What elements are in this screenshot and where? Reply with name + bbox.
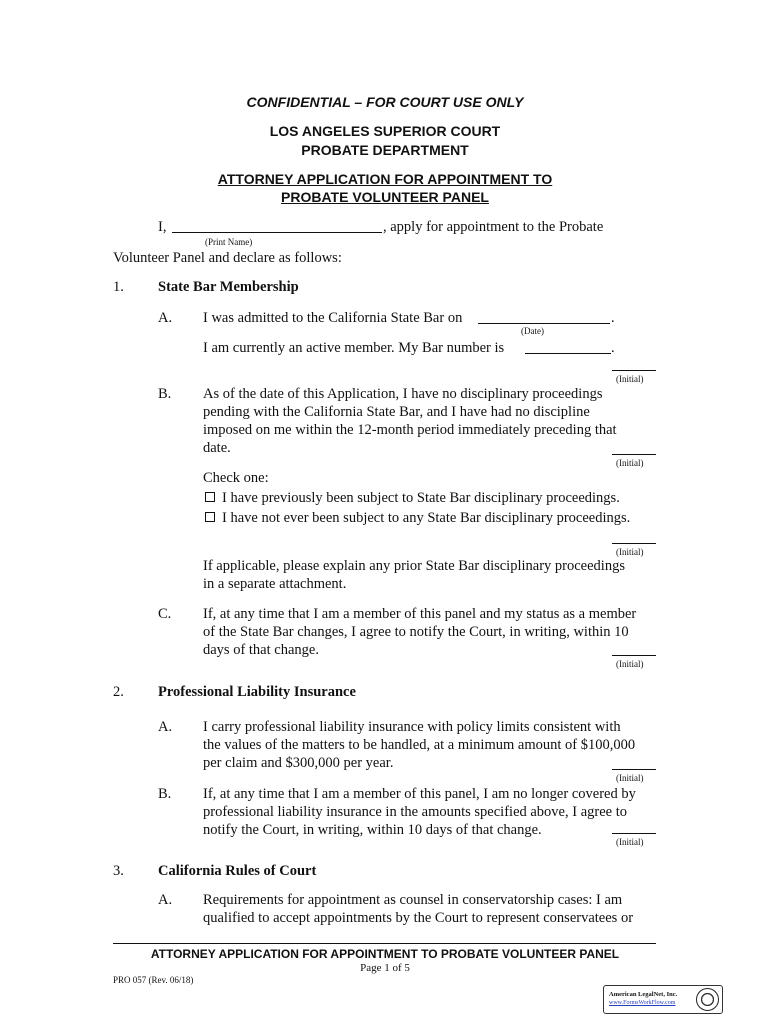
bar-number-text: I am currently an active member. My Bar number is [203, 340, 505, 356]
court-name: LOS ANGELES SUPERIOR COURT [269, 123, 501, 139]
section2-b-letter: B. [158, 786, 172, 802]
date-caption: (Date) [521, 326, 544, 336]
initial-field-1b[interactable] [612, 454, 656, 455]
check-one-label: Check one: [203, 470, 269, 486]
department-name: PROBATE DEPARTMENT [301, 142, 469, 158]
intro-suffix: , apply for appointment to the Probate [383, 219, 604, 235]
admission-period: . [611, 310, 615, 326]
initial-caption-2b: (Initial) [616, 837, 644, 847]
footer-divider [113, 943, 656, 944]
initial-caption-2a: (Initial) [616, 773, 644, 783]
initial-caption-1a: (Initial) [616, 374, 644, 384]
form-id: PRO 057 (Rev. 06/18) [113, 975, 194, 985]
section2-number: 2. [113, 684, 124, 700]
bar-number-field[interactable] [525, 353, 611, 354]
print-name-caption: (Print Name) [205, 237, 253, 247]
page-number: Page 1 of 5 [360, 962, 410, 974]
section2-b-line: professional liability insurance in the amounts specified above, I agree to [203, 804, 627, 820]
form-title-line2: PROBATE VOLUNTEER PANEL [281, 189, 489, 205]
publisher-url[interactable]: www.FormsWorkFlow.com [609, 1000, 676, 1006]
section1-heading: State Bar Membership [158, 279, 299, 295]
option-never-disciplined-label: I have not ever been subject to any State Bar disciplinary proceedings. [222, 510, 631, 526]
footer-title: ATTORNEY APPLICATION FOR APPOINTMENT TO PROBATE VOLUNTEER PANEL [150, 947, 620, 961]
intro-line2: Volunteer Panel and declare as follows: [113, 250, 342, 266]
option-previously-disciplined-label: I have previously been subject to State Bar disciplinary proceedings. [222, 490, 620, 506]
checkbox-previously-disciplined[interactable] [205, 492, 215, 502]
explain-line: If applicable, please explain any prior State Bar disciplinary proceedings [203, 558, 625, 574]
section1-b-line: pending with the California State Bar, and I have had no discipline [203, 404, 590, 420]
option-previously-disciplined[interactable] [205, 489, 620, 508]
section1-c-letter: C. [158, 606, 172, 622]
section1-c-line: If, at any time that I am a member of this panel and my status as a member [203, 606, 637, 622]
initial-field-1a[interactable] [612, 370, 656, 371]
section2-a-line: I carry professional liability insurance with policy limits consistent with [203, 719, 621, 735]
section2-a-line: the values of the matters to be handled, at a minimum amount of $100,000 [203, 737, 636, 753]
section1-a-letter: A. [158, 310, 173, 326]
section1-c-line: days of that change. [203, 642, 319, 658]
admission-date-field[interactable] [478, 323, 610, 324]
intro-prefix: I, [158, 219, 167, 235]
admission-text: I was admitted to the California State Bar on [203, 310, 463, 326]
form-title-line1: ATTORNEY APPLICATION FOR APPOINTMENT TO [217, 171, 553, 187]
section3-number: 3. [113, 863, 124, 879]
section3-a-line: qualified to accept appointments by the Court to represent conservatees or [203, 910, 634, 926]
section1-number: 1. [113, 279, 124, 295]
section2-a-line: per claim and $300,000 per year. [203, 755, 394, 771]
initial-caption-1c: (Initial) [616, 659, 644, 669]
section3-a-letter: A. [158, 892, 173, 908]
section1-b-letter: B. [158, 386, 172, 402]
initial-field-2a[interactable] [612, 769, 656, 770]
section1-b-line: imposed on me within the 12-month period immediately preceding that [203, 422, 617, 438]
option-never-disciplined[interactable] [205, 509, 630, 528]
section2-a-letter: A. [158, 719, 173, 735]
initial-caption-1b-check: (Initial) [616, 547, 644, 557]
initial-field-1b-check[interactable] [612, 543, 656, 544]
section1-b-line: date. [203, 440, 231, 456]
confidential-notice: CONFIDENTIAL – FOR COURT USE ONLY [246, 94, 524, 110]
publisher-name: American LegalNet, Inc. [609, 991, 678, 998]
section3-heading: California Rules of Court [158, 863, 317, 879]
publisher-logo [603, 985, 723, 1014]
section2-b-line: If, at any time that I am a member of this panel, I am no longer covered by [203, 786, 636, 802]
checkbox-never-disciplined[interactable] [205, 512, 215, 522]
bar-number-period: . [611, 340, 615, 356]
section2-heading: Professional Liability Insurance [158, 684, 356, 700]
publisher-seal-icon [696, 988, 719, 1011]
initial-field-1c[interactable] [612, 655, 656, 656]
section1-b-line: As of the date of this Application, I have no disciplinary proceedings [203, 386, 603, 402]
section1-c-line: of the State Bar changes, I agree to notify the Court, in writing, within 10 [203, 624, 629, 640]
section2-b-line: notify the Court, in writing, within 10 days of that change. [203, 822, 542, 838]
initial-caption-1b: (Initial) [616, 458, 644, 468]
initial-field-2b[interactable] [612, 833, 656, 834]
print-name-field[interactable] [172, 232, 382, 233]
explain-line: in a separate attachment. [203, 576, 347, 592]
section3-a-line: Requirements for appointment as counsel in conservatorship cases: I am [203, 892, 623, 908]
